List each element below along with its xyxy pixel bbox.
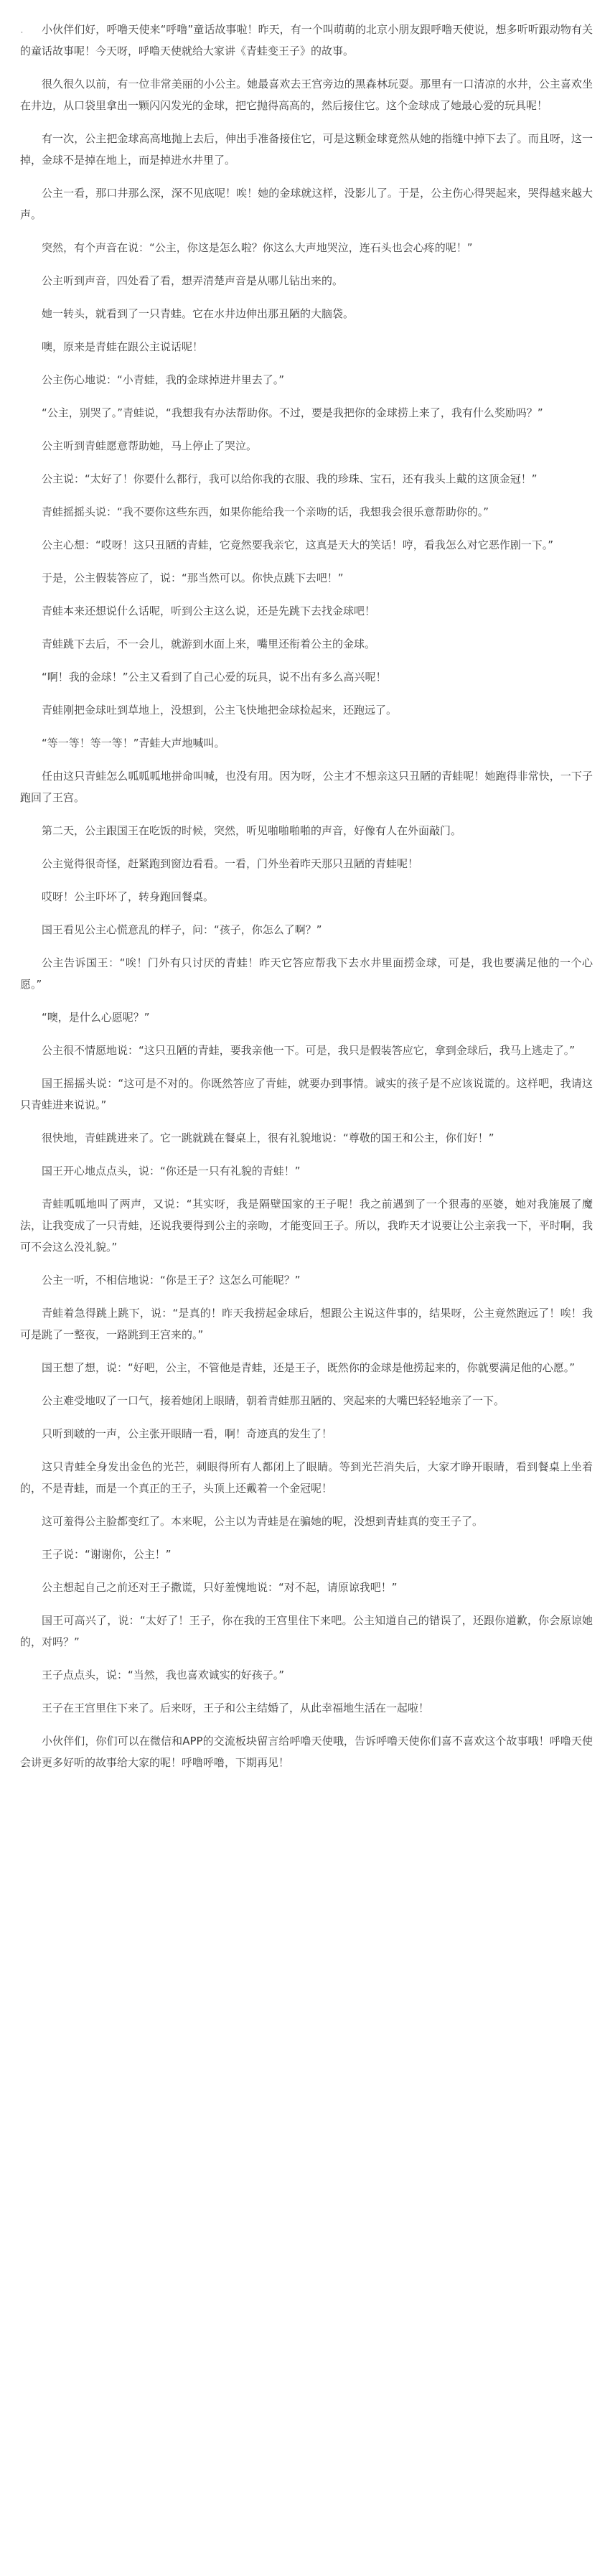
paragraph-text: 公主听到声音，四处看了看，想弄清楚声音是从哪儿钻出来的。 [42,274,344,287]
story-paragraph [20,73,593,116]
paragraph-text: 国王看见公主心慌意乱的样子，问：“孩子，你怎么了啊？” [42,923,322,936]
story-paragraph [20,567,593,589]
paragraph-text: 公主一听，不相信地说：“你是王子？这怎么可能呢？” [42,1274,301,1287]
paragraph-text: 王子点点头，说：“当然，我也喜欢诚实的好孩子。” [42,1669,285,1681]
story-paragraph [20,1073,593,1116]
story-paragraph [20,1357,593,1378]
story-paragraph [20,633,593,655]
story-paragraph [20,1544,593,1565]
paragraph-text: 青蛙着急得跳上跳下，说：“是真的！昨天我捞起金球后，想跟公主说这件事的，结果呀，公主竟然跑远了！唉！我可是跳了一整夜，一路跳到王宫来的。” [20,1307,593,1341]
story-paragraph [20,1007,593,1028]
story-paragraph [20,600,593,622]
story-paragraph [20,1269,593,1291]
paragraph-text: 很久很久以前，有一位非常美丽的小公主。她最喜欢去王宫旁边的黑森林玩耍。那里有一口清凉的水井，公主喜欢坐在井边，从口袋里拿出一颗闪闪发光的金球，把它抛得高高的，然后接住它。这个金球成了她最心爱的玩具呢！ [20,78,593,112]
paragraph-text: 噢，原来是青蛙在跟公主说话呢！ [42,340,204,353]
story-paragraph [20,534,593,556]
paragraph-text: 公主说：“太好了！你要什么都行，我可以给你我的衣服、我的珍珠、宝石，还有我头上戴的这顶金冠！” [42,472,538,485]
story-paragraph [20,402,593,424]
story-paragraph [20,1511,593,1532]
paragraph-text: 这只青蛙全身发出金色的光芒，刺眼得所有人都闭上了眼睛。等到光芒消失后，大家才睁开眼睛，看到餐桌上坐着的，不是青蛙，而是一个真正的王子，头顶上还戴着一个金冠呢！ [20,1460,593,1495]
paragraph-text: 公主想起自己之前还对王子撒谎，只好羞愧地说：“对不起，请原谅我吧！” [42,1581,398,1594]
paragraph-text: 突然，有个声音在说：“公主，你这是怎么啦？你这么大声地哭泣，连石头也会心疼的呢！” [42,241,473,254]
paragraph-text: 小伙伴们好，呼噜天使来“呼噜”童话故事啦！昨天，有一个叫萌萌的北京小朋友跟呼噜天使说，想多听听跟动物有关的童话故事呢！今天呀，呼噜天使就给大家讲《青蛙变王子》的故事。 [20,23,593,57]
paragraph-text: “噢，是什么心愿呢？” [42,1011,150,1024]
story-paragraph [20,1697,593,1719]
story-paragraph [20,1423,593,1445]
paragraph-text: 第二天，公主跟国王在吃饭的时候，突然，听见啪啪啪啪的声音，好像有人在外面敲门。 [42,824,462,837]
paragraph-text: 青蛙摇摇头说：“我不要你这些东西，如果你能给我一个亲吻的话，我想我会很乐意帮助你的。” [42,505,489,518]
paragraph-text: 王子在王宫里住下来了。后来呀，王子和公主结婚了，从此幸福地生活在一起啦！ [42,1702,430,1714]
story-paragraph [20,919,593,941]
paragraph-text: “等一等！等一等！”青蛙大声地喊叫。 [42,737,225,750]
paragraph-text: 公主难受地叹了一口气，接着她闭上眼睛，朝着青蛙那丑陋的、突起来的大嘴巴轻轻地亲了一下。 [42,1394,505,1407]
story-paragraph [20,765,593,808]
story-paragraph [20,468,593,490]
story-paragraph [20,182,593,225]
story-paragraph [20,952,593,995]
paragraph-text: 她一转头，就看到了一只青蛙。它在水井边伸出那丑陋的大脑袋。 [42,307,355,320]
story-paragraph [20,1040,593,1061]
paragraph-text: 公主伤心地说：“小青蛙，我的金球掉进井里去了。” [42,373,285,386]
paragraph-text: 哎呀！公主吓坏了，转身跑回餐桌。 [42,890,215,903]
paragraph-text: 任由这只青蛙怎么呱呱呱地拼命叫喊，也没有用。因为呀，公主才不想亲这只丑陋的青蛙呢！她跑得非常快，一下子跑回了王宫。 [20,770,593,804]
paragraph-text: 青蛙跳下去后，不一会儿，就游到水面上来，嘴里还衔着公主的金球。 [42,638,376,650]
story-paragraph [20,699,593,721]
paragraph-text: 青蛙本来还想说什么话呢，听到公主这么说，还是先跳下去找金球吧！ [42,605,376,617]
story-paragraph [20,435,593,457]
paragraph-text: 公主觉得很奇怪，赶紧跑到窗边看看。一看，门外坐着昨天那只丑陋的青蛙呢！ [42,857,419,870]
story-paragraph [20,666,593,688]
paragraph-text: 有一次，公主把金球高高地抛上去后，伸出手准备接住它，可是这颗金球竟然从她的指缝中掉下去了。而且呀，这一掉，金球不是掉在地上，而是掉进水井里了。 [20,132,593,167]
paragraph-text: 国王开心地点点头，说：“你还是一只有礼貌的青蛙！” [42,1165,301,1177]
paragraph-text: “公主，别哭了。”青蛙说，“我想我有办法帮助你。不过，要是我把你的金球捞上来了，我有什么奖励吗？” [42,406,543,419]
story-paragraph [20,853,593,874]
story-paragraph [20,1302,593,1345]
story-paragraph [20,1577,593,1598]
paragraph-text: 国王想了想，说：“好吧，公主，不管他是青蛙，还是王子，既然你的金球是他捞起来的，你就要满足他的心愿。” [42,1361,576,1374]
story-paragraph [20,732,593,754]
story-paragraph [20,1730,593,1773]
story-paragraph [20,128,593,171]
story-paragraph [20,1127,593,1149]
paragraph-text: 青蛙呱呱地叫了两声，又说：“其实呀，我是隔壁国家的王子呢！我之前遇到了一个狠毒的巫婆，她对我施展了魔法，让我变成了一只青蛙，还说我要得到公主的亲吻，才能变回王子。所以，我昨天才说要让公主亲我一下，平时啊，我可不会这么没礼貌。” [20,1198,593,1254]
paragraph-text: 这可羞得公主脸都变红了。本来呢，公主以为青蛙是在骗她的呢，没想到青蛙真的变王子了。 [42,1515,484,1528]
story-paragraph [20,1193,593,1258]
paragraph-text: 公主心想：“哎呀！这只丑陋的青蛙，它竟然要我亲它，这真是天大的笑话！哼，看我怎么对它恶作剧一下。” [42,538,554,551]
story-paragraph [20,1456,593,1499]
paragraph-text: “啊！我的金球！”公主又看到了自己心爱的玩具，说不出有多么高兴呢！ [42,671,387,683]
paragraph-text: 公主听到青蛙愿意帮助她，马上停止了哭泣。 [42,439,258,452]
story-paragraph [20,1610,593,1653]
story-paragraph [20,820,593,841]
story-paragraph [20,336,593,358]
story-paragraph [20,1160,593,1182]
story-paragraph [20,303,593,325]
paragraph-text: 青蛙刚把金球吐到草地上，没想到，公主飞快地把金球捡起来，还跑远了。 [42,704,398,717]
story-paragraph [20,1664,593,1686]
paragraph-text: 公主一看，那口井那么深，深不见底呢！唉！她的金球就这样，没影儿了。于是，公主伤心得哭起来，哭得越来越大声。 [20,187,593,221]
story-paragraph [20,369,593,391]
paragraph-text: 于是，公主假装答应了，说：“那当然可以。你快点跳下去吧！” [42,571,344,584]
paragraph-text: 王子说：“谢谢你，公主！” [42,1548,172,1561]
paragraph-text: 国王可高兴了，说：“太好了！王子，你在我的王宫里住下来吧。公主知道自己的错误了，还跟你道歉，你会原谅她的，对吗？” [20,1614,593,1648]
story-paragraph [20,19,593,62]
story-paragraph [20,886,593,907]
story-paragraph [20,1390,593,1411]
paragraph-text: 公主告诉国王：“唉！门外有只讨厌的青蛙！昨天它答应帮我下去水井里面捞金球，可是，我也要满足他的一个心愿。” [20,956,593,991]
paragraph-text: 只听到啵的一声，公主张开眼睛一看，啊！奇迹真的发生了！ [42,1427,333,1440]
story-paragraph [20,501,593,523]
story-paragraph [20,270,593,291]
paragraph-text: 很快地，青蛙跳进来了。它一跳就跳在餐桌上，很有礼貌地说：“尊敬的国王和公主，你们好！” [42,1131,494,1144]
paragraph-text: 公主很不情愿地说：“这只丑陋的青蛙，要我亲他一下。可是，我只是假装答应它，拿到金球后，我马上逃走了。” [42,1044,576,1057]
paragraph-text: 小伙伴们，你们可以在微信和APP的交流板块留言给呼噜天使哦，告诉呼噜天使你们喜不喜欢这个故事哦！呼噜天使会讲更多好听的故事给大家的呢！呼噜呼噜，下期再见！ [20,1735,593,1769]
lead-mark: . [20,23,24,36]
story-paragraph [20,237,593,258]
paragraph-text: 国王摇摇头说：“这可是不对的。你既然答应了青蛙，就要办到事情。诚实的孩子是不应该说谎的。这样吧，我请这只青蛙进来说说。” [20,1077,593,1111]
